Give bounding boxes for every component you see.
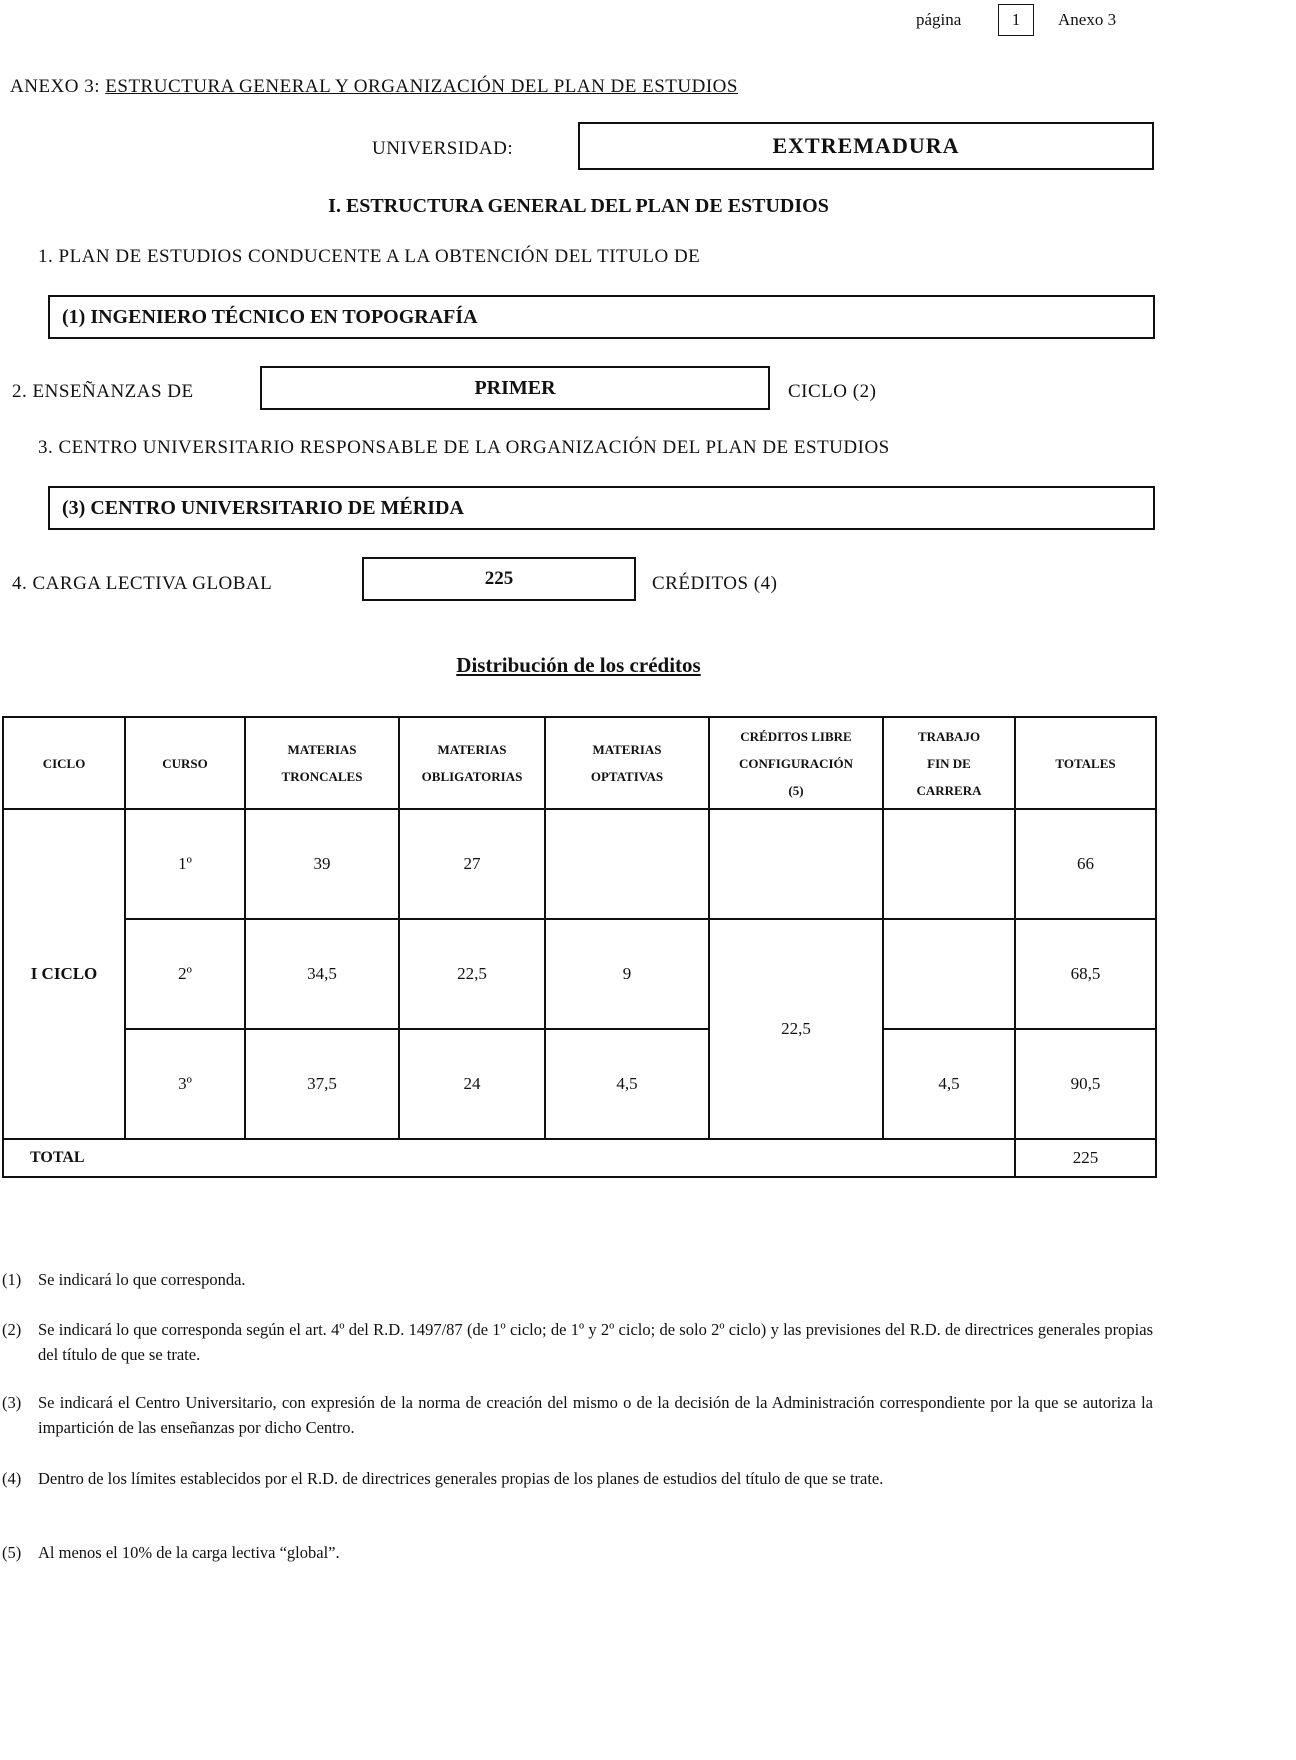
obligatorias-cell: 22,5 bbox=[399, 919, 545, 1029]
header-libre bbox=[709, 717, 883, 809]
header-troncales-line1: MATERIAS bbox=[287, 742, 357, 757]
footnote-number: (2) bbox=[2, 1320, 22, 1339]
header-libre-line3: (5) bbox=[788, 782, 804, 798]
page-number: 1 bbox=[1011, 10, 1021, 29]
footnote-text: Al menos el 10% de la carga lectiva “global”. bbox=[38, 1543, 340, 1562]
table-row bbox=[3, 809, 1156, 919]
totales-cell: 68,5 bbox=[1015, 919, 1156, 1029]
libre-cell-empty bbox=[709, 809, 883, 919]
total-row bbox=[3, 1139, 1156, 1177]
footnote-number: (5) bbox=[2, 1543, 22, 1562]
cycle-box bbox=[260, 366, 770, 410]
credits-table bbox=[2, 716, 1157, 1178]
item4-label: 4. CARGA LECTIVA GLOBAL bbox=[12, 573, 273, 594]
header-optativas bbox=[545, 717, 709, 809]
obligatorias-cell: 24 bbox=[399, 1029, 545, 1139]
header-curso: CURSO bbox=[125, 717, 245, 809]
annex-label: Anexo 3 bbox=[1058, 10, 1117, 29]
header-trabajo bbox=[883, 717, 1015, 809]
header-ciclo: CICLO bbox=[3, 717, 125, 809]
trabajo-cell bbox=[883, 919, 1015, 1029]
table-header-row bbox=[3, 717, 1156, 809]
university-box bbox=[578, 122, 1154, 170]
header-totales: TOTALES bbox=[1015, 717, 1156, 809]
footnote-text: Se indicará lo que corresponda. bbox=[38, 1270, 246, 1289]
totales-cell: 66 bbox=[1015, 809, 1156, 919]
footnote-text: Se indicará el Centro Universitario, con expresión de la norma de creación del mismo o de la decisión de la Administración correspondiente por la que se autoriza la impartición de las enseñanzas por dicho Centro. bbox=[38, 1393, 1153, 1437]
header-trabajo-line3: CARRERA bbox=[916, 782, 982, 798]
page-label: página bbox=[916, 10, 962, 29]
table-row bbox=[3, 919, 1156, 1029]
total-label: TOTAL bbox=[3, 1139, 1015, 1177]
troncales-cell: 37,5 bbox=[245, 1029, 399, 1139]
totales-cell: 90,5 bbox=[1015, 1029, 1156, 1139]
university-value: EXTREMADURA bbox=[772, 133, 960, 158]
table-title: Distribución de los créditos bbox=[456, 653, 701, 677]
troncales-cell: 39 bbox=[245, 809, 399, 919]
footnote-text: Se indicará lo que corresponda según el art. 4º del R.D. 1497/87 (de 1º ciclo; de 1º y 2º ciclo; de solo 2º ciclo) y las previsiones del R.D. de directrices generales propias del título de que se trate. bbox=[38, 1320, 1153, 1364]
header-libre-line1: CRÉDITOS LIBRE bbox=[740, 728, 852, 744]
optativas-cell: 9 bbox=[545, 919, 709, 1029]
table-row bbox=[3, 1029, 1156, 1139]
footnote-number: (4) bbox=[2, 1469, 22, 1488]
optativas-cell: 4,5 bbox=[545, 1029, 709, 1139]
header-optativas-line2: OPTATIVAS bbox=[590, 769, 664, 784]
total-value: 225 bbox=[1015, 1139, 1156, 1177]
credits-value: 225 bbox=[484, 568, 514, 589]
page-number-box bbox=[998, 4, 1034, 36]
header-obligatorias-line1: MATERIAS bbox=[437, 742, 507, 757]
libre-cell: 22,5 bbox=[709, 919, 883, 1139]
footnote-text: Dentro de los límites establecidos por el R.D. de directrices generales propias de los planes de estudios del título de que se trate. bbox=[38, 1469, 884, 1488]
header-obligatorias-line2: OBLIGATORIAS bbox=[421, 769, 523, 784]
trabajo-cell: 4,5 bbox=[883, 1029, 1015, 1139]
header-trabajo-line2: FIN DE bbox=[927, 755, 971, 771]
center-value: (3) CENTRO UNIVERSITARIO DE MÉRIDA bbox=[62, 496, 464, 519]
item2-label: 2. ENSEÑANZAS DE bbox=[12, 381, 194, 402]
trabajo-cell bbox=[883, 809, 1015, 919]
center-box bbox=[48, 486, 1155, 530]
curso-cell: 3º bbox=[125, 1029, 245, 1139]
annex-prefix: ANEXO 3: bbox=[10, 76, 101, 97]
optativas-cell bbox=[545, 809, 709, 919]
header-libre-line2: CONFIGURACIÓN bbox=[738, 755, 854, 771]
cycle-suffix: CICLO (2) bbox=[788, 381, 877, 402]
item1-label: 1. PLAN DE ESTUDIOS CONDUCENTE A LA OBTENCIÓN DEL TITULO DE bbox=[38, 246, 701, 267]
section-title: I. ESTRUCTURA GENERAL DEL PLAN DE ESTUDIOS bbox=[328, 195, 829, 217]
header-troncales bbox=[245, 717, 399, 809]
credits-suffix: CRÉDITOS (4) bbox=[652, 573, 778, 594]
credits-box bbox=[362, 557, 636, 601]
annex-title bbox=[10, 76, 738, 98]
item3-label: 3. CENTRO UNIVERSITARIO RESPONSABLE DE LA ORGANIZACIÓN DEL PLAN DE ESTUDIOS bbox=[38, 437, 890, 458]
university-label: UNIVERSIDAD: bbox=[372, 138, 514, 159]
degree-box bbox=[48, 295, 1155, 339]
header-trabajo-line1: TRABAJO bbox=[917, 728, 981, 744]
cycle-value: PRIMER bbox=[474, 376, 556, 399]
obligatorias-cell: 27 bbox=[399, 809, 545, 919]
curso-cell: 2º bbox=[125, 919, 245, 1029]
header-obligatorias bbox=[399, 717, 545, 809]
footnote-number: (1) bbox=[2, 1270, 22, 1289]
troncales-cell: 34,5 bbox=[245, 919, 399, 1029]
header-troncales-line2: TRONCALES bbox=[281, 769, 363, 784]
header-optativas-line1: MATERIAS bbox=[592, 742, 662, 757]
degree-value: (1) INGENIERO TÉCNICO EN TOPOGRAFÍA bbox=[62, 305, 478, 328]
ciclo-cell: I CICLO bbox=[3, 809, 125, 1139]
curso-cell: 1º bbox=[125, 809, 245, 919]
annex-title-text: ESTRUCTURA GENERAL Y ORGANIZACIÓN DEL PLAN DE ESTUDIOS bbox=[105, 76, 738, 97]
footnote-number: (3) bbox=[2, 1393, 22, 1412]
